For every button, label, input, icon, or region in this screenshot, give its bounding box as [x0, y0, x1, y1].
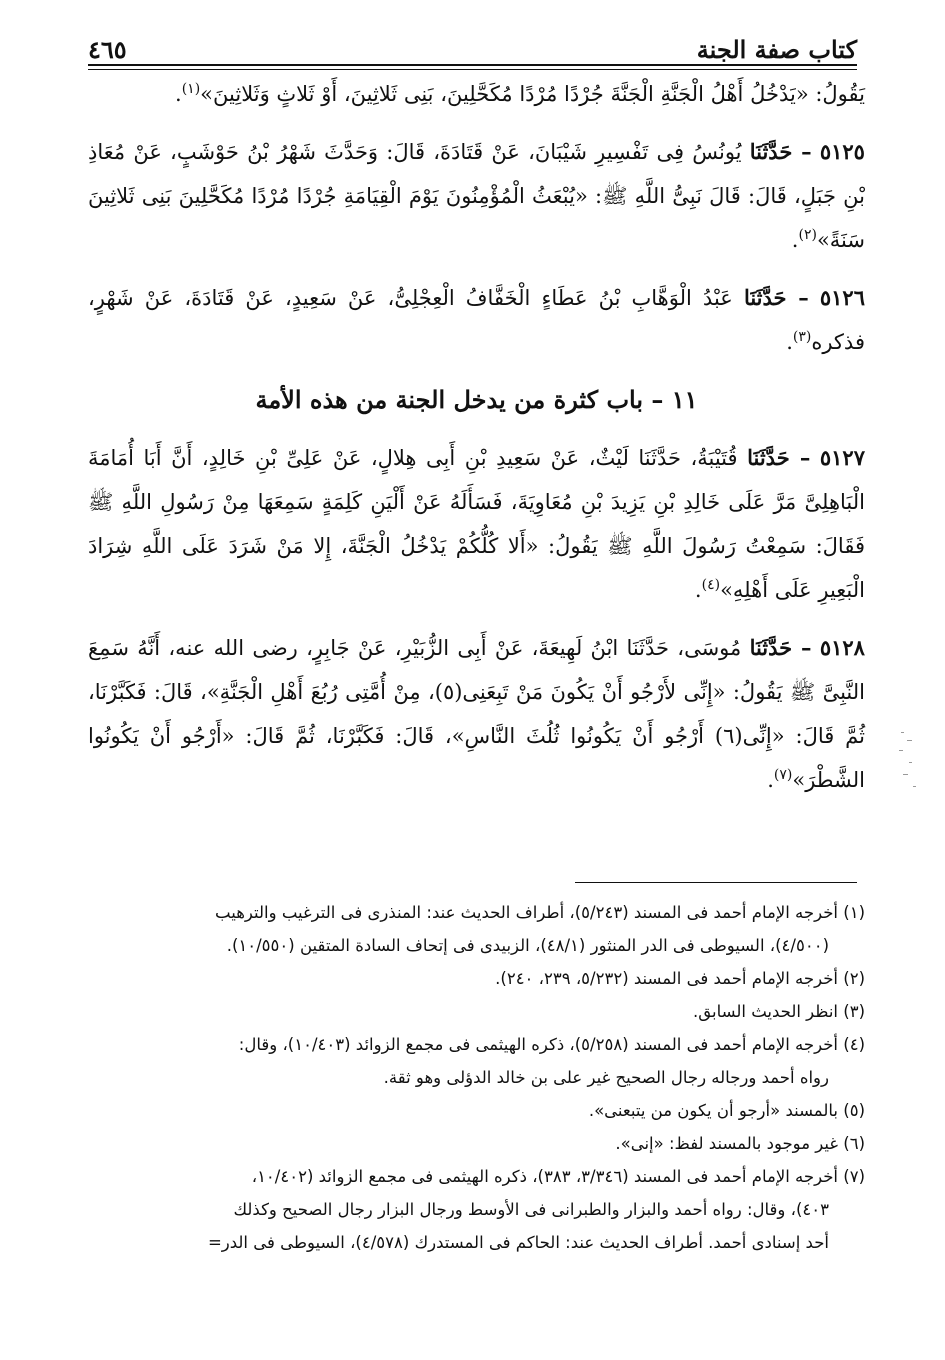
page-header [88, 22, 857, 64]
hadith-lead: – حَدَّثَنَا [749, 635, 812, 660]
footnote-label: (٥) [843, 1101, 865, 1120]
footnote-label: (٦) [843, 1134, 865, 1153]
hadith-number: ٥١٢٨ [819, 635, 865, 660]
footnote [88, 995, 865, 1028]
footnote-label: (١) [843, 903, 865, 922]
footnote-ref: (٧) [773, 767, 793, 783]
footnote-separator [575, 882, 857, 883]
footnote [88, 1094, 865, 1127]
footnote-label: (٤) [843, 1035, 865, 1054]
footnote-continuation [88, 1193, 865, 1226]
hadith-number: ٥١٢٧ [819, 445, 865, 470]
footnote-line: أحد إسنادى أحمد. أطراف الحديث عند: الحاكم فى المستدرك (٤/٥٧٨)، السيوطى فى الدر= [207, 1233, 829, 1252]
page-number: ٤٦٥ [88, 35, 127, 64]
hadith-tail: . [786, 330, 793, 354]
footnote-line: أخرجه الإمام أحمد فى المسند (٥/٢٣٢، ٢٣٩، ٢٤٠). [495, 969, 838, 988]
hadith-text: يُونُسُ فِى تَفْسِيرِ شَيْبَانَ، عَنْ قَتَادَةَ، قَالَ: وَحَدَّثَ شَهْرُ بْنُ حَوْشَبٍ، عَنْ مُعَاذِ بْنِ جَبَلٍ، قَالَ: قَالَ نَبِىُّ اللَّهِ ﷺ: «يُبْعَثُ الْمُؤْمِنُونَ يَوْمَ الْقِيَامَةِ جُرْدًا مُرْدًا مُكَحَّلِينَ بَنِى ثَلاثِينَ سَنَةً» [88, 140, 865, 252]
hadith-tail: . [175, 82, 182, 106]
hadith-lead: – حَدَّثَنَا [749, 139, 812, 164]
running-title: كتاب صفة الجنة [696, 35, 857, 64]
hadith-text: مُوسَى، حَدَّثَنَا ابْنُ لَهِيعَةَ، عَنْ أَبِى الزُّبَيْرِ، عَنْ جَابِرٍ، رضى الله عنه، أَنَّهُ سَمِعَ النَّبِىَّ ﷺ يَقُولُ: «إِنِّى لأَرْجُو أَنْ يَكُونَ مَنْ تَبِعَنِى(٥)، مِنْ أُمَّتِى رُبُعَ أَهْلِ الْجَنَّةِ»، قَالَ: فَكَبَّرْنَا، ثُمَّ قَالَ: «إِنِّى(٦) أَرْجُو أَنْ يَكُونُوا ثُلُثَ النَّاسِ»، قَالَ: فَكَبَّرْنَا، ثُمَّ قَالَ: «أَرْجُو أَنْ يَكُونُوا الشَّطْرَ» [88, 636, 865, 792]
chapter-heading: ١١ – باب كثرة من يدخل الجنة من هذه الأمة [255, 385, 698, 414]
footnote-ref: (٣) [792, 329, 812, 345]
footnote [88, 1127, 865, 1160]
hadith-tail: . [767, 768, 774, 792]
footnote-label: (٣) [843, 1002, 865, 1021]
hadith-text: قُتَيْبَةُ، حَدَّثَنَا لَيْثٌ، عَنْ سَعِيدِ بْنِ أَبِى هِلالٍ، عَنْ عَلِىِّ بْنِ خَالِدٍ، أَنَّ أَبَا أُمَامَةَ الْبَاهِلِىَّ مَرَّ عَلَى خَالِدِ بْنِ يَزِيدَ بْنِ مُعَاوِيَةَ، فَسَأَلَهُ عَنْ أَلْيَنِ كَلِمَةٍ سَمِعَهَا مِنْ رَسُولِ اللَّهِ ﷺ فَقَالَ: سَمِعْتُ رَسُولَ اللَّهِ ﷺ يَقُولُ: «أَلا كُلُّكُمْ يَدْخُلُ الْجَنَّةَ، إِلا مَنْ شَرَدَ عَلَى اللَّهِ شِرَادَ الْبَعِيرِ عَلَى أَهْلِهِ» [88, 446, 865, 602]
footnote-line: بالمسند «أرجو أن يكون من يتبعنى». [588, 1101, 838, 1120]
footnote-continuation [88, 1226, 865, 1259]
footnote-ref: (٢) [798, 227, 817, 243]
header-rule [88, 64, 857, 70]
hadith-paragraph [88, 626, 865, 802]
footnotes [88, 896, 865, 1259]
hadith-number: ٥١٢٦ [819, 285, 865, 310]
hadith-tail: . [791, 228, 799, 252]
hadith-paragraph [88, 276, 865, 364]
hadith-number: ٥١٢٥ [819, 139, 865, 164]
footnote [88, 962, 865, 995]
hadith-tail: . [694, 578, 702, 602]
footnote-continuation [88, 929, 865, 962]
footnote-line: أخرجه الإمام أحمد فى المسند (٣/٣٤٦، ٣٨٣)، ذكره الهيثمى فى مجمع الزوائد (١٠/٤٠٢، [251, 1167, 838, 1186]
footnote-line: انظر الحديث السابق. [693, 1002, 838, 1021]
footnote-ref: (٤) [701, 577, 721, 593]
hadith-lead: – حَدَّثَنَا [747, 445, 811, 470]
hadith-paragraph [88, 72, 865, 116]
footnote-ref: (١) [181, 81, 201, 97]
footnote-line: أخرجه الإمام أحمد فى المسند (٥/٢٤٣)، أطراف الحديث عند: المنذرى فى الترغيب والترهيب [215, 903, 838, 922]
footnote-label: (٧) [843, 1167, 865, 1186]
footnote-line: ٤٠٣)، وقال: رواه أحمد والبزار والطبرانى فى الأوسط ورجال البزار رجال الصحيح وكذلك [233, 1200, 829, 1219]
footnote-line: (٤/٥٠٠)، السيوطى فى الدر المنثور (٤٨/١)، الزبيدى فى إتحاف السادة المتقين (١٠/٥٥٠). [226, 936, 829, 955]
footnote-line: أخرجه الإمام أحمد فى المسند (٥/٢٥٨)، ذكره الهيثمى فى مجمع الزوائد (١٠/٤٠٣)، وقال: [238, 1035, 838, 1054]
hadith-text: يَقُولُ: «يَدْخُلُ أَهْلُ الْجَنَّةِ الْجَنَّةَ جُرْدًا مُرْدًا مُكَحَّلِينَ، بَنِى ثَلاثِينَ، أَوْ ثَلاثٍ وَثَلاثِينَ» [200, 82, 865, 106]
footnote-label: (٢) [843, 969, 865, 988]
footnote [88, 896, 865, 929]
hadith-paragraph [88, 130, 865, 262]
hadith-lead: – حَدَّثَنَا [743, 285, 809, 310]
footnote-continuation [88, 1061, 865, 1094]
hadith-paragraph [88, 436, 865, 612]
footnote [88, 1028, 865, 1061]
main-text [88, 72, 865, 816]
footnote [88, 1160, 865, 1193]
footnote-line: غير موجود بالمسند لفظ: «إنى». [615, 1134, 838, 1153]
hadith-text: عَبْدُ الْوَهَّابِ بْنُ عَطَاءٍ الْخَفَّافُ الْعِجْلِىُّ، عَنْ سَعِيدٍ، عَنْ قَتَادَةَ، عَنْ شَهْرٍ، فذكره [88, 286, 865, 354]
footnote-line: رواه أحمد ورجاله رجال الصحيح غير على بن خالد الدؤلى وهو ثقة. [383, 1068, 829, 1087]
scan-speck-marks [895, 728, 935, 798]
